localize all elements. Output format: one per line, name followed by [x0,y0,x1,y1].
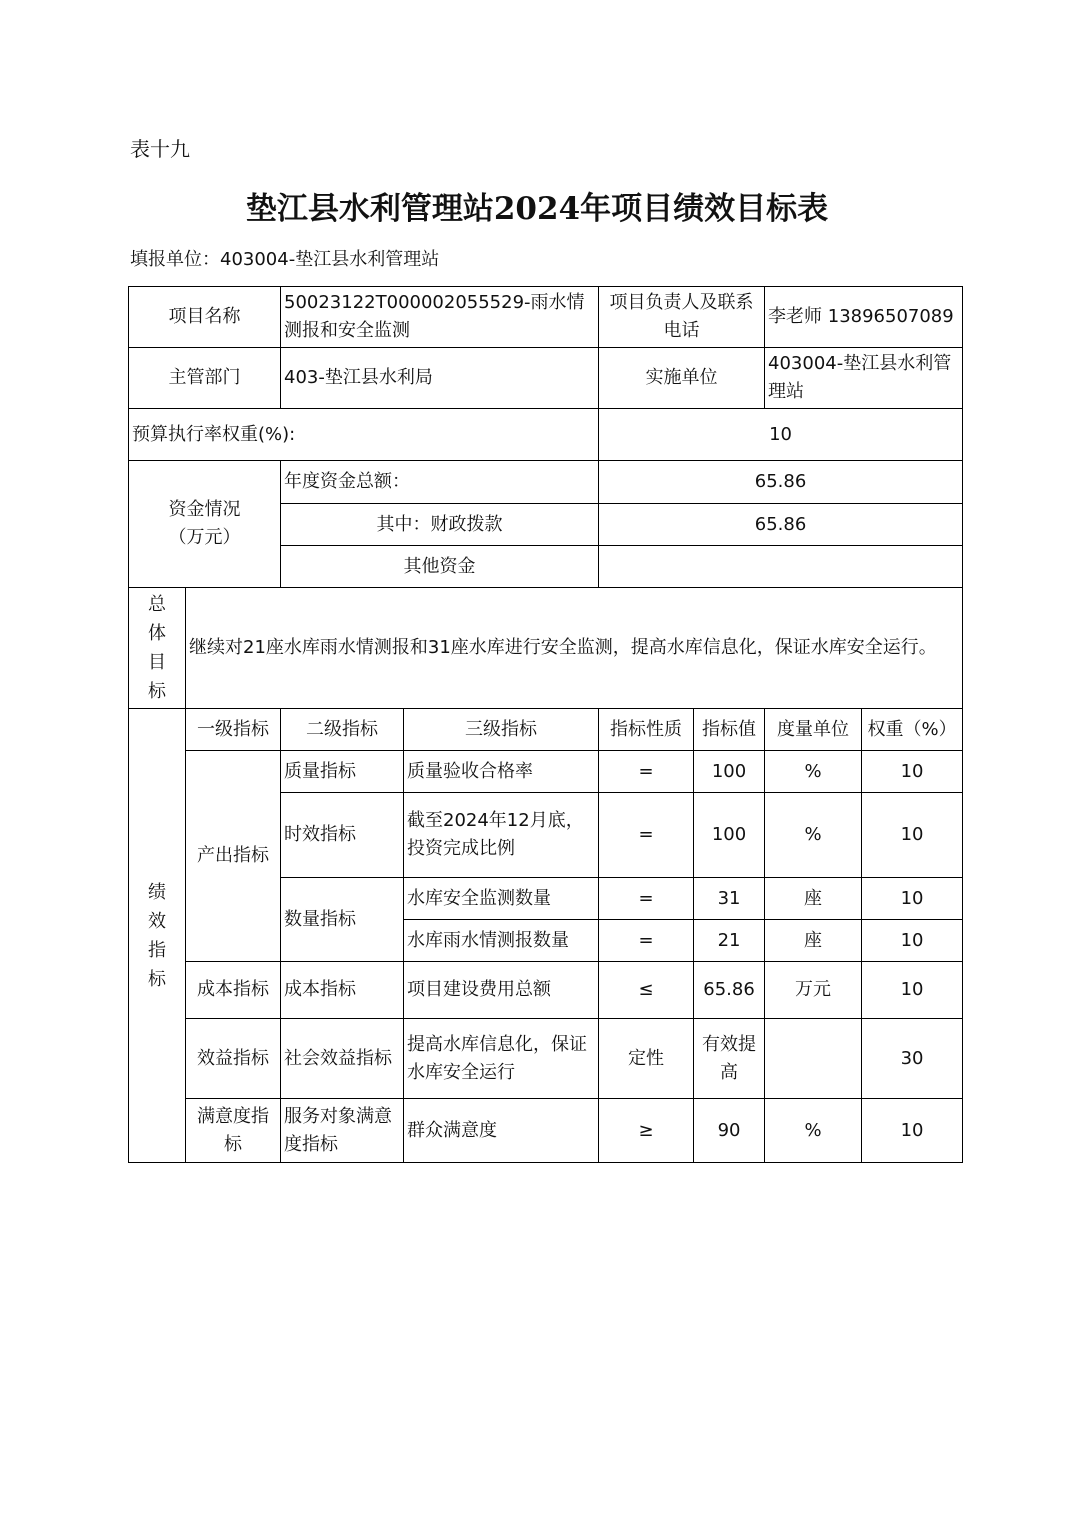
indicator-name: 群众满意度 [404,1099,599,1163]
indicator-value: 90 [694,1099,765,1163]
overall-goal-label [129,588,186,709]
indicator-row [129,1019,963,1099]
indicator-name: 项目建设费用总额 [404,962,599,1019]
indicator-nature: = [599,751,694,793]
indicator-unit: % [765,1099,862,1163]
indicator-name: 水库安全监测数量 [404,878,599,920]
overall-goal-row [129,588,963,709]
goal-label-char: 体 [148,623,166,644]
indicator-unit: 座 [765,878,862,920]
indicator-unit: % [765,793,862,878]
header-level3: 三级指标 [404,709,599,751]
overall-goal-text: 继续对21座水库雨水情测报和31座水库进行安全监测，提高水库信息化，保证水库安全运行。 [186,588,963,709]
funds-total-label: 年度资金总额： [281,461,599,504]
indicator-nature: 定性 [599,1019,694,1099]
level2-timeliness: 时效指标 [281,793,404,878]
funds-label [129,461,281,588]
indicator-name: 提高水库信息化，保证水库安全运行 [404,1019,599,1099]
project-name-value: 50023122T000002055529-雨水情测报和安全监测 [281,287,599,348]
level1-cost: 成本指标 [186,962,281,1019]
indicator-name: 水库雨水情测报数量 [404,920,599,962]
indicator-unit: 座 [765,920,862,962]
indicator-nature: ≥ [599,1099,694,1163]
indicators-label-char: 标 [148,968,166,990]
indicator-unit: % [765,751,862,793]
project-name-row [129,287,963,348]
indicator-unit [765,1019,862,1099]
indicator-value: 21 [694,920,765,962]
indicator-row [129,1099,963,1163]
reporting-unit: 填报单位：403004-垫江县水利管理站 [130,249,440,270]
table-number-label: 表十九 [130,137,190,161]
indicators-label-char: 绩 [148,881,166,903]
header-nature: 指标性质 [599,709,694,751]
level2-cost: 成本指标 [281,962,404,1019]
budget-weight-row [129,409,963,461]
indicator-name: 截至2024年12月底，投资完成比例 [404,793,599,878]
budget-weight-value: 10 [599,409,963,461]
budget-weight-label: 预算执行率权重(%): [129,409,599,461]
goal-label-char: 总 [148,594,166,615]
indicator-row [129,962,963,1019]
header-level2: 二级指标 [281,709,404,751]
goal-label-char: 目 [148,652,166,673]
indicators-label-char: 指 [148,939,166,961]
indicator-unit: 万元 [765,962,862,1019]
indicator-header-row [129,709,963,751]
funds-label-line1: 资金情况 [168,499,241,520]
performance-target-table [128,286,963,1163]
indicator-value: 31 [694,878,765,920]
funds-label-line2: （万元） [168,527,241,548]
indicator-nature: = [599,793,694,878]
header-level1: 一级指标 [186,709,281,751]
indicator-weight: 10 [862,1099,963,1163]
funds-total-value: 65.86 [599,461,963,504]
funds-fiscal-label: 其中：财政拨款 [281,504,599,546]
level2-quality: 质量指标 [281,751,404,793]
indicator-nature: = [599,878,694,920]
funds-fiscal-value: 65.86 [599,504,963,546]
indicator-weight: 10 [862,793,963,878]
dept-row [129,348,963,409]
indicator-weight: 10 [862,751,963,793]
indicator-nature: = [599,920,694,962]
indicator-weight: 10 [862,878,963,920]
goal-label-char: 标 [148,681,166,702]
indicator-value: 有效提高 [694,1019,765,1099]
dept-label: 主管部门 [129,348,281,409]
header-unit: 度量单位 [765,709,862,751]
level2-quantity: 数量指标 [281,878,404,962]
indicator-value: 100 [694,793,765,878]
indicators-label-char: 效 [148,910,166,932]
indicator-name: 质量验收合格率 [404,751,599,793]
indicator-nature: ≤ [599,962,694,1019]
indicator-weight: 10 [862,962,963,1019]
level1-benefit: 效益指标 [186,1019,281,1099]
indicators-label [129,709,186,1163]
contact-label: 项目负责人及联系电话 [599,287,765,348]
level1-satisfaction: 满意度指标 [186,1099,281,1163]
header-weight: 权重（%） [862,709,963,751]
funds-other-value [599,546,963,588]
page-title: 垫江县水利管理站2024年项目绩效目标表 [245,191,829,227]
header-value: 指标值 [694,709,765,751]
funds-total-row [129,461,963,504]
level2-social: 社会效益指标 [281,1019,404,1099]
indicator-weight: 30 [862,1019,963,1099]
impl-unit-value: 403004-垫江县水利管理站 [765,348,963,409]
level1-output: 产出指标 [186,751,281,962]
level2-service: 服务对象满意度指标 [281,1099,404,1163]
indicator-row [129,751,963,793]
indicator-weight: 10 [862,920,963,962]
funds-other-label: 其他资金 [281,546,599,588]
contact-value: 李老师 13896507089 [765,287,963,348]
indicator-value: 65.86 [694,962,765,1019]
dept-value: 403-垫江县水利局 [281,348,599,409]
indicator-value: 100 [694,751,765,793]
project-name-label: 项目名称 [129,287,281,348]
impl-unit-label: 实施单位 [599,348,765,409]
